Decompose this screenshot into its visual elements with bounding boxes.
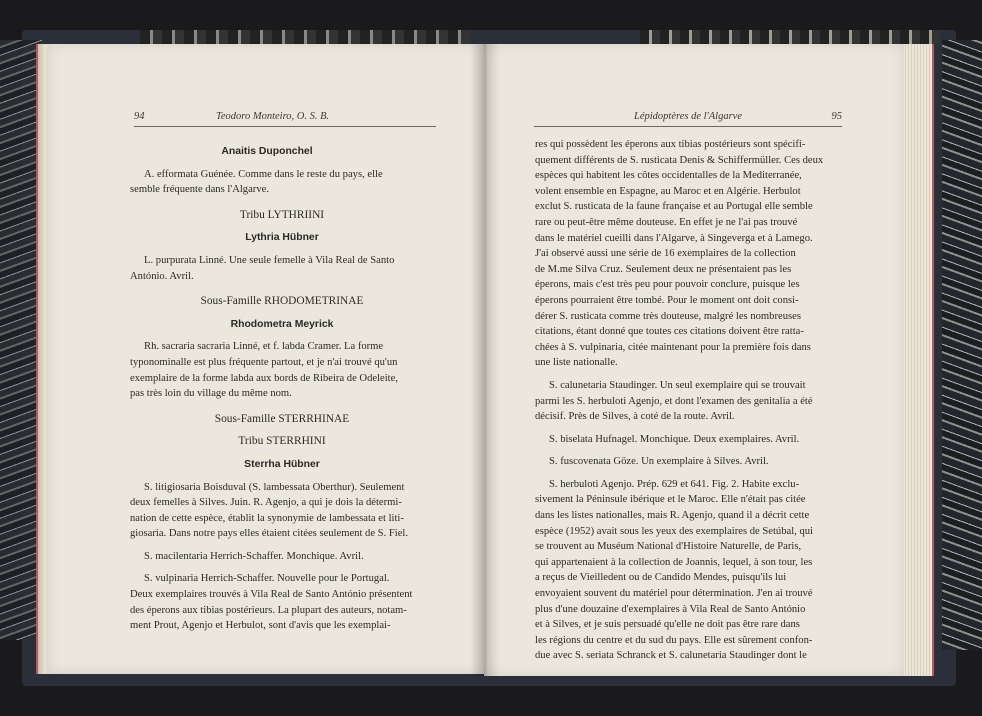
page-number-left: 94 bbox=[134, 111, 145, 122]
text-line: pas très loin du village du même nom. bbox=[130, 388, 292, 400]
text-line: S. macilentaria Herrich-Schaffer. Monchique. Avril. bbox=[144, 550, 364, 562]
text-line: S. biselata Hufnagel. Monchique. Deux exemplaires. Avril. bbox=[549, 433, 800, 445]
text-line: res qui possèdent les éperons aux tibias postérieurs sont spécifi- bbox=[535, 139, 806, 150]
running-head-right: Lépidoptères de l'Algarve bbox=[634, 111, 742, 122]
text-line: Deux exemplaires trouvés à Vila Real de Santo António présentent bbox=[130, 589, 413, 601]
text-line: exemplaire de la forme labda aux bords de Ribeira de Odeleite, bbox=[130, 372, 398, 384]
text-line: envoyaient souvent du matériel pour détermination. J'en ai trouvé bbox=[535, 588, 813, 600]
text-line: une liste nationalle. bbox=[535, 357, 618, 369]
text-line: espèces qui habitent les côtes occidentalles de la Mediterranée, bbox=[535, 170, 802, 182]
right-running-header bbox=[534, 111, 842, 127]
text-line: S. fuscovenata Göze. Un exemplaire à Silves. Avril. bbox=[549, 456, 769, 468]
genus-heading: Rhodometra Meyrick bbox=[230, 318, 334, 330]
text-line: Rh. sacraria sacraria Linné, et f. labda Cramer. La forme bbox=[144, 341, 384, 353]
marbled-endpaper-top-left bbox=[140, 30, 470, 44]
subfamily-heading: Sous-Famille RHODOMETRINAE bbox=[200, 295, 364, 308]
text-line: due avec S. seriata Schranck et S. calunetaria Staudinger dont le bbox=[535, 650, 807, 662]
genus-heading: Sterrha Hübner bbox=[244, 458, 320, 470]
text-line: éperons pourraient être tombé. Pour le moment ont doit consi- bbox=[535, 294, 799, 306]
subfamily-heading: Sous-Famille STERRHINAE bbox=[214, 412, 350, 425]
text-line: giosaria. Dans notre pays elles étaient citées seulement de S. Fiel. bbox=[130, 528, 409, 540]
text-line: les régions du centre et du sud du pays. Elle est sûrement confon- bbox=[535, 634, 813, 646]
text-line: de M.me Silva Cruz. Seulement deux ne présentaient pas les bbox=[535, 263, 792, 275]
text-line: S. vulpinaria Herrich-Schaffer. Nouvelle pour le Portugal. bbox=[144, 573, 390, 585]
text-line: dans les listes nationalles, mais R. Agenjo, quand il a décrit cette bbox=[535, 510, 810, 522]
genus-heading: Anaitis Duponchel bbox=[221, 146, 313, 157]
left-text-column bbox=[130, 144, 434, 634]
page-number-right: 95 bbox=[831, 111, 842, 122]
text-line: António. Avril. bbox=[130, 270, 194, 282]
text-line: qui appartenaient à la collection de Joannis, lequel, à son tour, les bbox=[535, 556, 813, 568]
text-line: chées à S. vulpinaria, citée maintenant pour la première fois dans bbox=[535, 341, 811, 353]
text-line: exclut S. rusticata de la faune française et au Portugal elle semble bbox=[535, 201, 813, 213]
text-line: espèce (1952) avait sous les yeux des exemplaires de Setúbal, qui bbox=[535, 525, 814, 537]
right-page bbox=[484, 44, 904, 676]
text-line: éperons, mais c'est très peu pour pouvoir conclure, puisque les bbox=[535, 279, 800, 291]
page-edge-right bbox=[902, 44, 934, 676]
marbled-endpaper-top-right bbox=[640, 30, 940, 44]
text-line: parmi les S. herbuloti Agenjo, et dont l'examen des genitalia a été bbox=[535, 395, 813, 407]
left-running-header bbox=[134, 111, 436, 127]
text-line: rare ou peut-être même douteuse. En effet je ne l'ai pas trouvé bbox=[535, 216, 798, 228]
left-page bbox=[48, 44, 484, 674]
text-line: dans le matériel cueilli dans l'Algarve, à Singeverga et à Lamego. bbox=[535, 232, 813, 244]
running-head-left: Teodoro Monteiro, O. S. B. bbox=[216, 111, 330, 122]
text-line: sivement la Péninsule ibérique et le Maroc. Elle n'était pas citée bbox=[535, 494, 806, 506]
text-line: décisif. Près de Silves, à coté de la route. Avril. bbox=[535, 411, 735, 423]
text-line: des éperons aux tibias postérieurs. La plupart des auteurs, notam- bbox=[130, 604, 407, 616]
book-gutter bbox=[470, 44, 500, 676]
text-line: semble fréquente dans l'Algarve. bbox=[130, 184, 269, 196]
text-line: S. litigiosaria Boisduval (S. lambessata Oberthur). Seulement bbox=[144, 481, 405, 493]
text-line: et à Silves, et je suis persuadé qu'elle ne doit pas être rare dans bbox=[535, 619, 800, 631]
text-line: A. efformata Guénée. Comme dans le reste du pays, elle bbox=[144, 168, 383, 180]
text-line: citations, étant donné que toutes ces citations doivent être ratta- bbox=[535, 326, 804, 338]
text-line: S. calunetaria Staudinger. Un seul exemplaire qui se trouvait bbox=[549, 379, 806, 391]
text-line: nation de cette espèce, établit la synonymie de lambessata et liti- bbox=[130, 512, 404, 524]
text-line: typonominalle est plus fréquente partout, et je n'ai trouvé qu'un bbox=[130, 356, 398, 368]
tribe-heading: Tribu LYTHRIINI bbox=[239, 208, 325, 221]
right-text-column bbox=[535, 137, 840, 664]
text-line: S. herbuloti Agenjo. Prép. 629 et 641. Fig. 2. Habite exclu- bbox=[549, 478, 800, 490]
text-line: J'ai observé aussi une série de 16 exemplaires de la collection bbox=[535, 248, 796, 260]
marbled-endpaper-right bbox=[942, 40, 982, 650]
text-line: volent ensemble en Espagne, au Maroc et en Algérie. Herbulot bbox=[535, 185, 801, 197]
genus-heading: Lythria Hübner bbox=[245, 232, 319, 244]
text-line: a reçus de Vieilledent ou de Candido Mendes, puisqu'ils lui bbox=[535, 572, 787, 584]
text-line: plus d'une douzaine d'exemplaires à Vila Real de Santo António bbox=[535, 603, 806, 615]
text-line: deux femelles à Silves. Juin. R. Agenjo, a qui je dois la détermi- bbox=[130, 497, 402, 509]
text-line: dérer S. rusticata comme très douteuse, malgré les nombreuses bbox=[535, 310, 801, 322]
text-line: ment Prout, Agenjo et Herbulot, sont d'avis que les exemplai- bbox=[130, 620, 391, 632]
text-line: L. purpurata Linné. Une seule femelle à Vila Real de Santo bbox=[144, 254, 395, 266]
text-line: quement différents de S. rusticata Denis & Schiffermüller. Ces deux bbox=[535, 154, 824, 166]
text-line: se trouvent au Muséum National d'Histoire Naturelle, de Paris, bbox=[535, 541, 802, 553]
tribe-heading: Tribu STERRHINI bbox=[238, 435, 326, 448]
